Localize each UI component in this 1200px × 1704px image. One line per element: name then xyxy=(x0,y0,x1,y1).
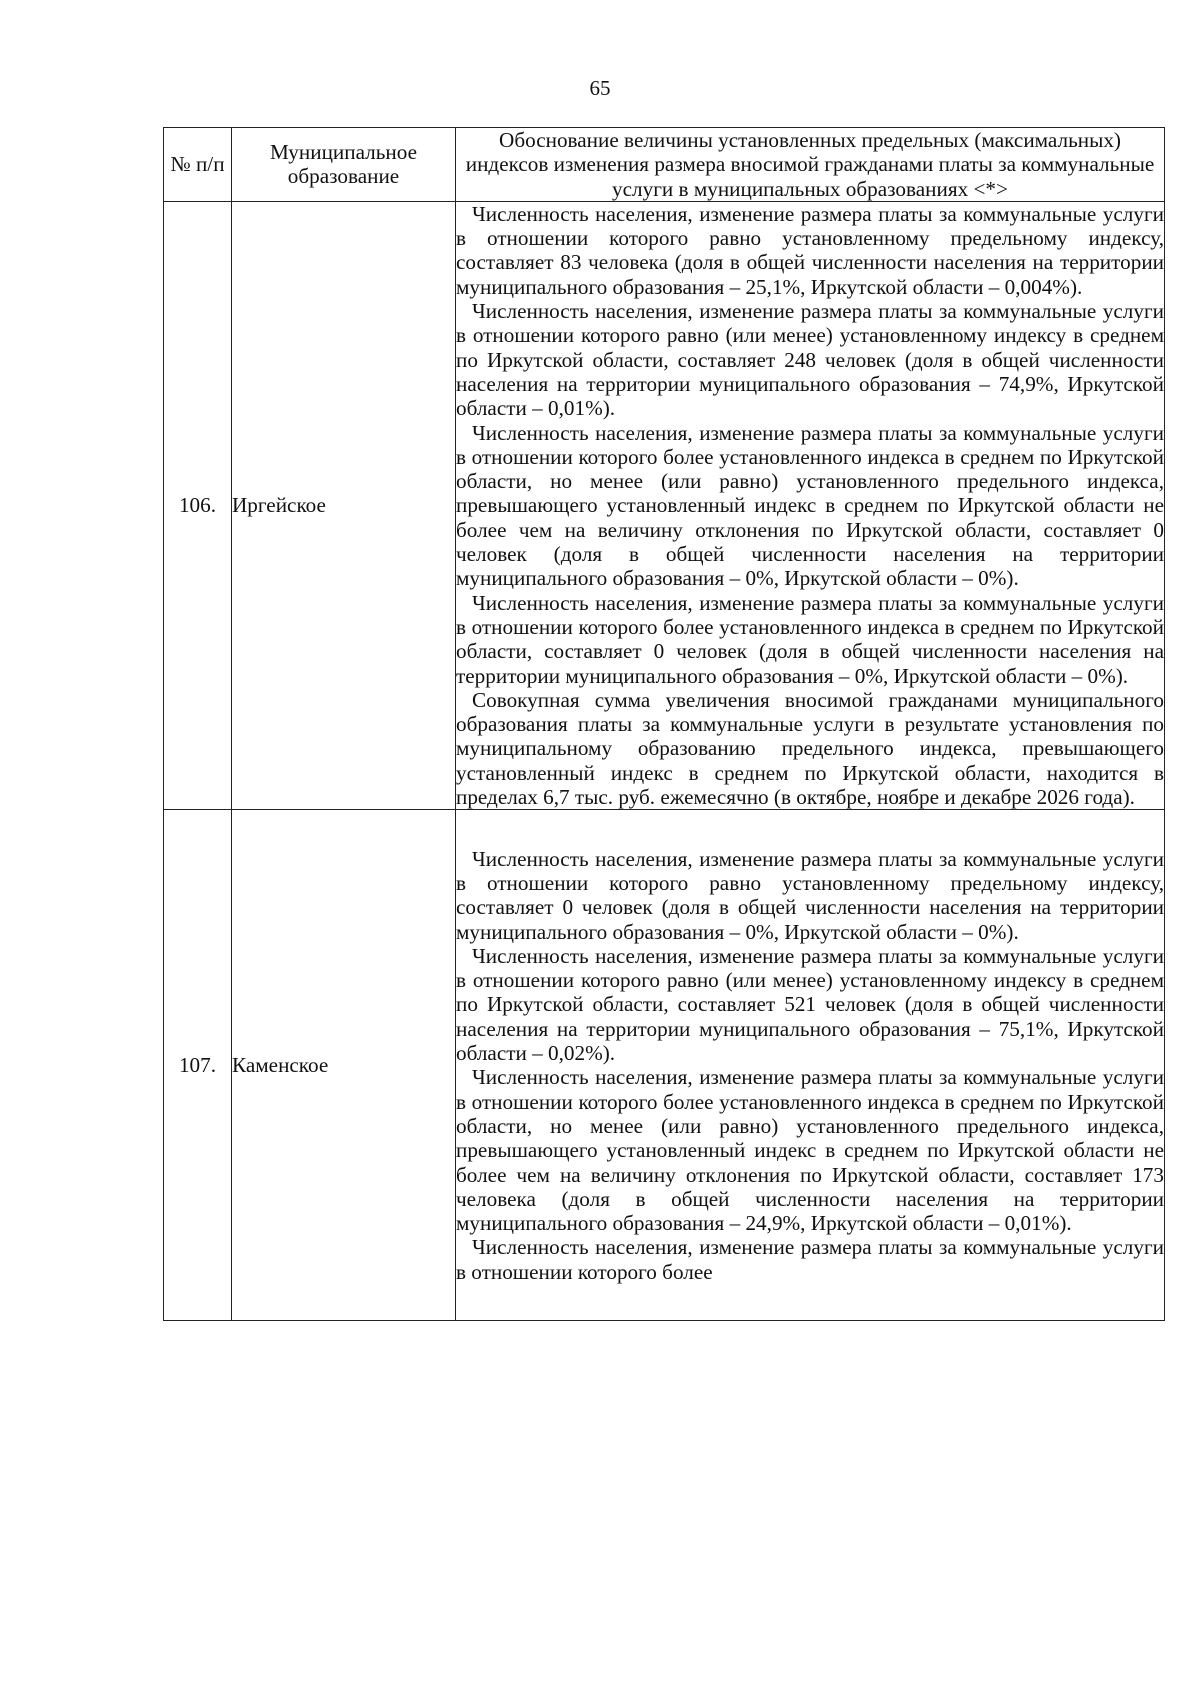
justification-paragraph: Численность населения, изменение размера платы за коммунальные услуги в отношении которого равно установленному предельному индексу, составляет 0 человек (доля в общей численности населения на территории муниципального образования – 0%, Иркутской области – 0%). xyxy=(456,846,1164,944)
justification-paragraph: Численность населения, изменение размера платы за коммунальные услуги в отношении которого равно установленному предельному индексу, составляет 83 человека (доля в общей численности населения на территории муниципального образования – 25,1%, Иркутской области – 0,004%). xyxy=(456,201,1164,299)
page-number: 65 xyxy=(589,76,611,100)
header-number: № п/п xyxy=(164,128,232,202)
justification-paragraph: Численность населения, изменение размера платы за коммунальные услуги в отношении которого равно (или менее) установленному индексу в среднем по Иркутской области, составляет 521 человек (доля в общей численности населения на территории муниципального образования – 75,1%, Иркутской области – 0,02%). xyxy=(456,943,1164,1066)
justification-paragraph: Численность населения, изменение размера платы за коммунальные услуги в отношении которого более установленного индекса в среднем по Иркутской области, составляет 0 человек (доля в общей численности населения на территории муниципального образования – 0%, Иркутской области – 0%). xyxy=(456,590,1164,688)
table-header-row xyxy=(164,128,1165,202)
table-row xyxy=(164,810,1165,1321)
header-justification: Обоснование величины установленных предельных (максимальных) индексов изменения размера вносимой гражданами платы за коммунальные услуги в муниципальных образованиях <*> xyxy=(456,128,1165,202)
justification-paragraph: Совокупная сумма увеличения вносимой гражданами муниципального образования платы за коммунальные услуги в результате установления по муниципальному образованию предельного индекса, превышающего установленный индекс в среднем по Иркутской области, находится в пределах 6,7 тыс. руб. ежемесячно (в октябре, ноябре и декабре 2026 года). xyxy=(456,687,1164,810)
justification-paragraph: Численность населения, изменение размера платы за коммунальные услуги в отношении которого более xyxy=(456,1235,1164,1284)
row-number: 107. xyxy=(164,810,232,1321)
row-number: 106. xyxy=(164,201,232,809)
justification-cell xyxy=(456,201,1165,809)
header-municipality: Муниципальное образование xyxy=(232,128,456,202)
justification-paragraph: Численность населения, изменение размера платы за коммунальные услуги в отношении которого более установленного индекса в среднем по Иркутской области, но менее (или равно) установленного предельного индекса, превышающего установленный индекс в среднем по Иркутской области не более чем на величину отклонения по Иркутской области, составляет 173 человека (доля в общей численности населения на территории муниципального образования – 24,9%, Иркутской области – 0,01%). xyxy=(456,1065,1164,1236)
justification-paragraph: Численность населения, изменение размера платы за коммунальные услуги в отношении которого более установленного индекса в среднем по Иркутской области, но менее (или равно) установленного предельного индекса, превышающего установленный индекс в среднем по Иркутской области не более чем на величину отклонения по Иркутской области, составляет 0 человек (доля в общей численности населения на территории муниципального образования – 0%, Иркутской области – 0%). xyxy=(456,420,1164,591)
index-justification-table xyxy=(163,127,1165,1321)
municipality-name: Каменское xyxy=(232,810,456,1321)
municipality-name: Иргейское xyxy=(232,201,456,809)
table-row xyxy=(164,201,1165,809)
justification-cell xyxy=(456,810,1165,1321)
justification-paragraph: Численность населения, изменение размера платы за коммунальные услуги в отношении которого равно (или менее) установленному индексу в среднем по Иркутской области, составляет 248 человек (доля в общей численности населения на территории муниципального образования – 74,9%, Иркутской области – 0,01%). xyxy=(456,299,1164,421)
